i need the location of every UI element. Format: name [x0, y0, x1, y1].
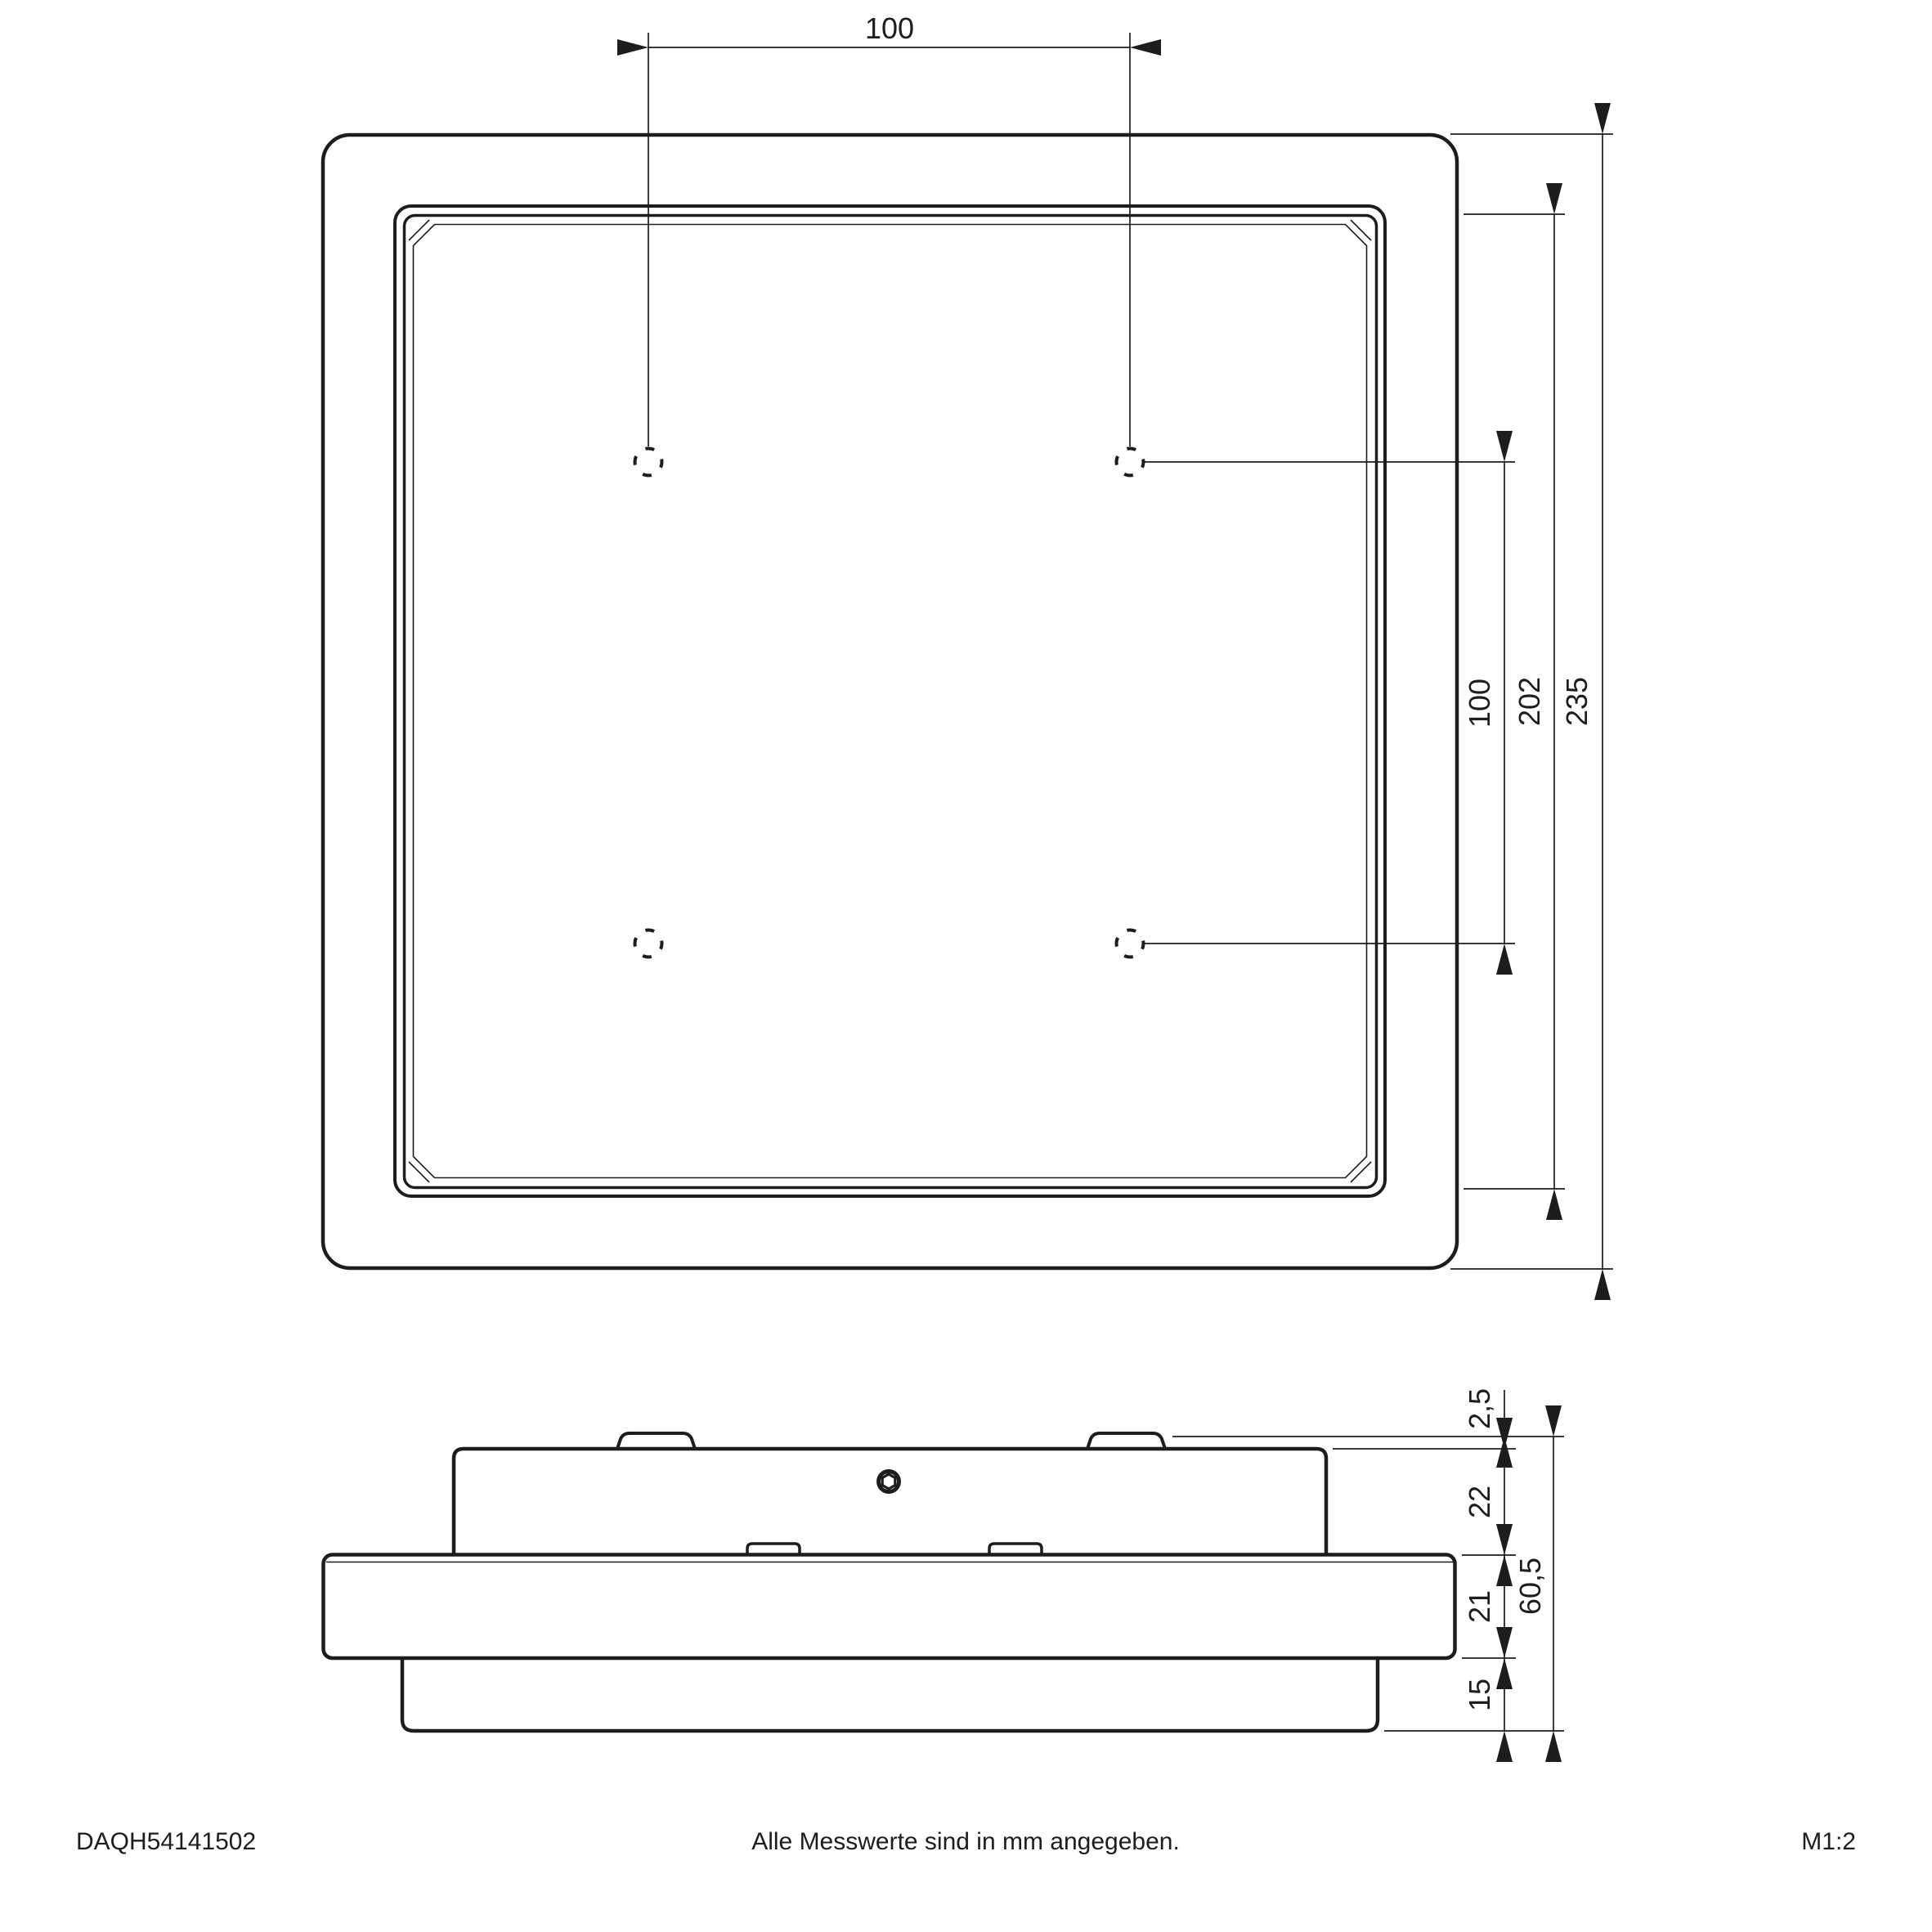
- clip-right: [1087, 1433, 1165, 1449]
- mounting-hole-bottom-left: [635, 930, 662, 957]
- driver-box-outline: [454, 1449, 1326, 1554]
- dimension-driver-box-height: [1463, 1449, 1504, 1555]
- dimension-hole-spacing-vertical: [1144, 462, 1515, 944]
- dim-label-hole-spacing-vertical: 100: [1463, 678, 1496, 728]
- inner-frame-outer-line: [395, 206, 1385, 1196]
- dimension-frame-height: [1463, 1555, 1504, 1658]
- dim-label-hole-spacing-horizontal: 100: [864, 11, 915, 45]
- inner-frame-chamfered-square: [414, 225, 1367, 1178]
- panel-outer-outline: [323, 135, 1457, 1268]
- dimension-hole-spacing-horizontal: [648, 11, 1130, 446]
- lug-right: [989, 1544, 1042, 1554]
- screw-head: [876, 1469, 901, 1494]
- footer: [76, 1828, 1856, 1855]
- dimension-diffuser-height: [1463, 1658, 1504, 1731]
- mounting-hole-top-right: [1117, 449, 1144, 476]
- dimension-clip-height: [1463, 1388, 1504, 1464]
- corner-facet-bottom-left: [409, 1162, 429, 1182]
- dim-label-diffuser-height: 15: [1463, 1678, 1496, 1712]
- drawing-scale: M1:2: [1801, 1828, 1856, 1855]
- side-view: [324, 1388, 1565, 1731]
- mounting-hole-top-left: [635, 449, 662, 476]
- measurement-note: Alle Messwerte sind in mm angegeben.: [751, 1828, 1180, 1855]
- lug-left: [747, 1544, 800, 1554]
- dim-label-frame-height: 21: [1463, 1589, 1496, 1624]
- inner-frame-middle-line: [405, 216, 1377, 1188]
- dim-label-driver-box-height: 22: [1463, 1485, 1496, 1519]
- diffuser-outline: [402, 1658, 1378, 1731]
- dimension-total-height: [1513, 1437, 1553, 1731]
- top-view: [323, 11, 1613, 1269]
- dim-label-inner-frame: 202: [1513, 676, 1546, 727]
- corner-facet-bottom-right: [1351, 1162, 1371, 1182]
- corner-facet-top-left: [409, 220, 429, 240]
- dim-label-total-height: 60,5: [1513, 1557, 1547, 1616]
- document-number: DAQH54141502: [76, 1828, 257, 1855]
- frame-outline: [324, 1555, 1455, 1659]
- screw-hex-socket: [882, 1474, 895, 1489]
- dim-label-overall: 235: [1560, 676, 1594, 727]
- corner-facet-top-right: [1351, 220, 1371, 240]
- clip-left: [617, 1433, 695, 1449]
- dim-label-clip-height: 2,5: [1463, 1387, 1496, 1430]
- mounting-hole-bottom-right: [1117, 930, 1144, 957]
